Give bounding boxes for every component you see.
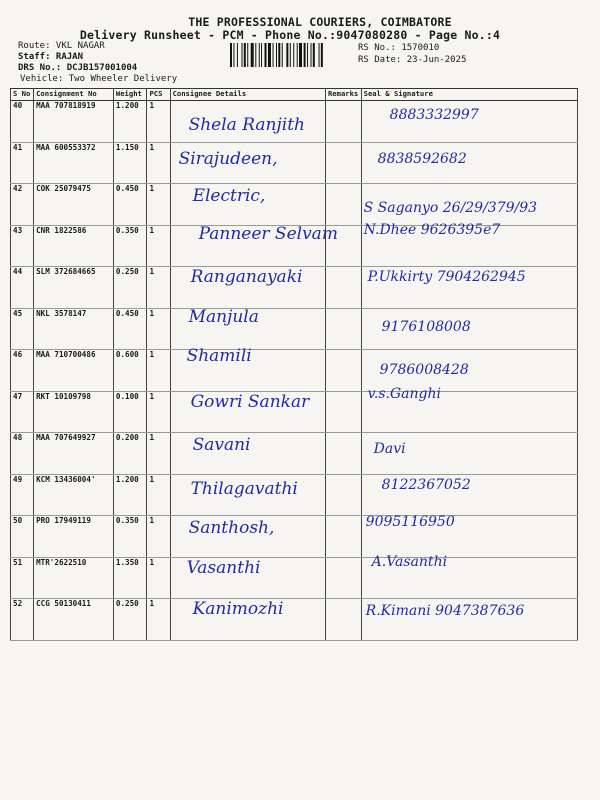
handwritten-consignee-name: Sirajudeen, [178,148,278,169]
cell-sno: 44 [11,267,34,309]
cell-pcs: 1 [147,516,170,558]
table-row [11,391,578,433]
barcode [230,43,354,67]
cell-consignment-no: CNR 1822586 [34,225,114,267]
cell-consignee [170,346,325,392]
handwritten-signature: 9176108008 [381,318,471,335]
cell-pcs: 1 [147,350,170,392]
cell-sno: 40 [11,101,34,143]
cell-remarks [325,391,361,433]
col-consignee: Consignee Details [170,89,325,101]
table-header-row [11,89,578,101]
cell-consignment-no: MAA 600553372 [34,142,114,184]
table-row [11,308,578,350]
cell-pcs: 1 [147,184,170,226]
cell-weight: 1.150 [113,142,147,184]
route-label: Route: VKL NAGAR [18,41,105,51]
cell-weight: 0.250 [113,267,147,309]
cell-seal-signature [361,474,577,516]
cell-consignment-no: MAA 710700486 [34,350,114,392]
rs-number: RS No.: 1570010 [358,43,440,53]
cell-weight: 0.450 [113,308,147,350]
cell-consignment-no: MAA 707649927 [34,433,114,475]
col-consignment-no: Consignment No [34,89,114,101]
drs-number: DRS No.: DCJB157001004 [18,63,138,73]
table-row [11,267,578,309]
cell-remarks [325,557,361,599]
cell-remarks [325,308,361,350]
cell-consignment-no: CCG 50130411 [34,599,114,641]
cell-consignee [170,101,325,143]
cell-pcs: 1 [147,433,170,475]
cell-weight: 0.450 [113,184,147,226]
handwritten-consignee-name: Ranganayaki [190,267,303,287]
cell-pcs: 1 [147,308,170,350]
cell-consignee [170,391,325,433]
cell-seal-signature [361,385,577,433]
cell-pcs: 1 [147,142,170,184]
barcode-bar [251,43,254,67]
cell-consignee [170,433,325,475]
cell-consignee [170,516,325,558]
cell-weight: 0.600 [113,350,147,392]
handwritten-signature: 9095116950 [365,514,455,530]
cell-sno: 48 [11,433,34,475]
cell-sno: 43 [11,225,34,267]
cell-remarks [325,599,361,641]
barcode-bar [299,43,302,67]
cell-remarks [325,474,361,516]
cell-remarks [325,267,361,309]
handwritten-signature: P.Ukkirty 7904262945 [367,269,526,285]
cell-pcs: 1 [147,225,170,267]
cell-weight: 0.100 [113,391,147,433]
cell-pcs: 1 [147,599,170,641]
barcode-bar [255,43,256,67]
table-row [11,225,578,267]
cell-consignment-no: MAA 707818919 [34,101,114,143]
barcode-bar [297,43,298,67]
cell-consignment-no: MTR'2622510 [34,557,114,599]
barcode-bar [273,43,274,67]
col-seal-signature: Seal & Signature [361,89,577,101]
cell-seal-signature [361,516,577,558]
cell-weight: 1.200 [113,101,147,143]
cell-seal-signature [361,101,577,143]
cell-weight: 0.250 [113,599,147,641]
cell-weight: 0.350 [113,225,147,267]
handwritten-consignee-name: Kanimozhi [192,599,284,619]
cell-pcs: 1 [147,557,170,599]
handwritten-signature: Davi [373,441,406,457]
col-weight: Weight [113,89,147,101]
barcode-bar [233,43,234,67]
cell-pcs: 1 [147,267,170,309]
cell-remarks [325,433,361,475]
handwritten-consignee-name: Savani [192,435,251,455]
barcode-bar [286,43,288,67]
table-row [11,101,578,143]
cell-seal-signature [361,308,577,350]
table-row [11,516,578,558]
barcode-bar [276,43,277,67]
table-row [11,142,578,184]
handwritten-consignee-name: Gowri Sankar [190,391,310,412]
barcode-bar [265,43,267,67]
barcode-bar [293,43,294,67]
cell-pcs: 1 [147,101,170,143]
cell-seal-signature [361,184,577,226]
cell-weight: 0.350 [113,516,147,558]
cell-consignee [170,557,325,599]
cell-seal-signature [361,267,577,309]
cell-remarks [325,101,361,143]
table-row [11,184,578,226]
handwritten-consignee-name: Thilagavathi [190,478,298,499]
barcode-bar [290,43,291,67]
cell-pcs: 1 [147,474,170,516]
barcode-bar [230,43,232,67]
cell-sno: 47 [11,391,34,433]
cell-weight: 1.350 [113,557,147,599]
cell-sno: 45 [11,308,34,350]
cell-consignee [170,308,325,350]
cell-seal-signature [361,553,577,599]
barcode-bar [268,43,271,67]
cell-sno: 50 [11,516,34,558]
handwritten-signature: 9786008428 [379,362,469,378]
cell-consignee [170,223,338,267]
cell-pcs: 1 [147,391,170,433]
cell-consignment-no: KCM 13436004' [34,474,114,516]
handwritten-signature: R.Kimani 9047387636 [365,603,525,619]
handwritten-consignee-name: Santhosh, [188,518,275,538]
barcode-bar [319,43,320,67]
cell-sno: 41 [11,142,34,184]
cell-sno: 49 [11,474,34,516]
cell-sno: 42 [11,184,34,226]
handwritten-consignee-name: Vasanthi [186,557,261,578]
cell-consignee [170,142,325,184]
col-pcs: PCS [147,89,170,101]
cell-consignment-no: SLM 372684665 [34,267,114,309]
handwritten-signature: 8883332997 [389,107,479,123]
handwritten-consignee-name: Manjula [188,306,259,327]
cell-remarks [325,184,361,226]
rs-date: RS Date: 23-Jun-2025 [358,55,467,65]
barcode-bar [282,43,283,67]
barcode-bar [259,43,260,67]
cell-consignee [170,599,325,641]
table-row [11,599,578,641]
company-title: THE PROFESSIONAL COURIERS, COIMBATORE [188,15,452,29]
cell-remarks [325,142,361,184]
barcode-bar [313,43,315,67]
barcode-bar [242,43,243,67]
handwritten-consignee-name: Electric, [192,186,266,206]
barcode-bar [278,43,280,67]
col-sno: S No [11,89,34,101]
handwritten-consignee-name: Shamili [186,346,252,366]
barcode-bar [261,43,262,67]
barcode-bar [247,43,248,67]
table-row [11,433,578,475]
col-remarks: Remarks [325,89,361,101]
handwritten-signature: N.Dhee 9626395e7 [363,221,501,238]
runsheet-subtitle: Delivery Runsheet - PCM - Phone No.:9047080280 - Page No.:4 [79,28,501,42]
cell-weight: 1.200 [113,474,147,516]
staff-label: Staff: RAJAN [18,52,84,62]
cell-remarks [325,350,361,392]
handwritten-signature: S Saganyo 26/29/379/93 [363,200,538,216]
cell-sno: 46 [11,350,34,392]
handwritten-signature: 8122367052 [381,476,471,493]
barcode-bar [237,43,238,67]
handwritten-signature: A.Vasanthi [371,553,448,570]
cell-seal-signature [361,599,577,641]
table-row [11,474,578,516]
runsheet-table [10,88,578,641]
cell-consignment-no: NKL 3578147 [34,308,114,350]
handwritten-signature: v.s.Ganghi [367,385,441,402]
cell-consignment-no: RKT 10109798 [34,391,114,433]
cell-consignee [170,474,325,516]
cell-sno: 52 [11,599,34,641]
vehicle-label: Vehicle: Two Wheeler Delivery [20,74,178,84]
handwritten-consignee-name: Shela Ranjith [188,115,305,135]
cell-seal-signature [361,433,577,475]
table-row [11,557,578,599]
barcode-bar [304,43,306,67]
cell-consignee [170,184,325,226]
barcode-bar [307,43,308,67]
cell-seal-signature [361,221,577,267]
cell-sno: 51 [11,557,34,599]
barcode-bar [244,43,246,67]
cell-consignee [170,267,325,309]
cell-remarks [325,516,361,558]
cell-consignment-no: COK 25079475 [34,184,114,226]
barcode-bar [321,43,323,67]
cell-seal-signature [361,142,577,184]
handwritten-consignee-name: Panneer Selvam [198,223,338,244]
table-row [11,350,578,392]
barcode-bar [311,43,312,67]
cell-weight: 0.200 [113,433,147,475]
handwritten-signature: 8838592682 [377,150,467,167]
cell-consignment-no: PRO 17949119 [34,516,114,558]
